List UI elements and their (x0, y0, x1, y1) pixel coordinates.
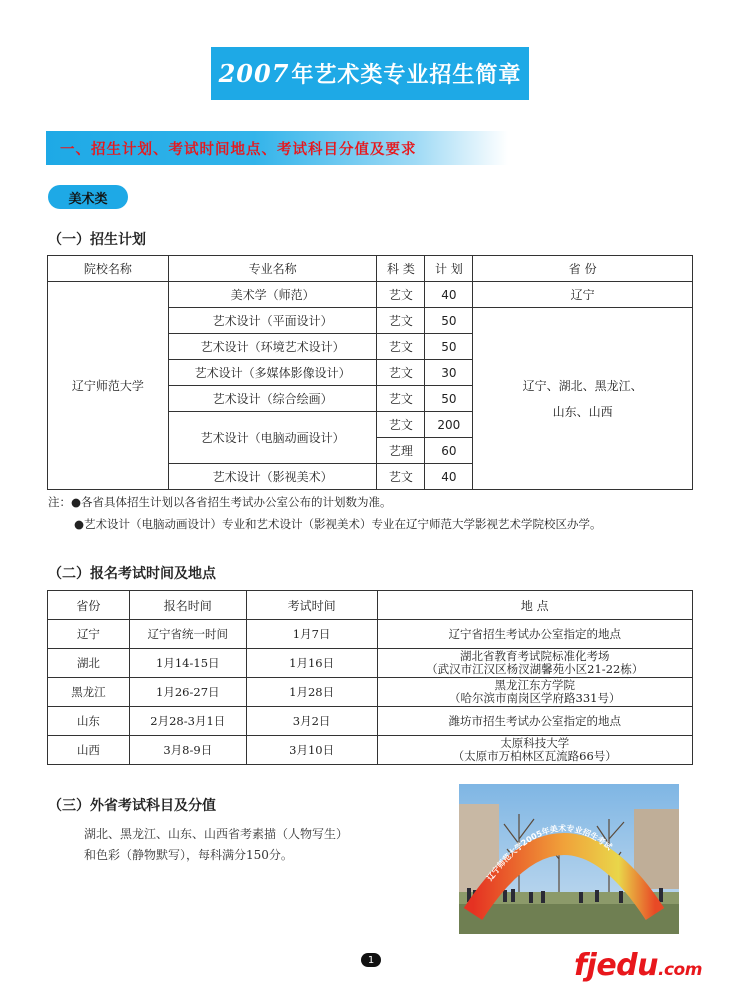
place-cell (377, 620, 693, 649)
arch-photo-illustration (459, 784, 679, 934)
province-cell: 山西 (48, 736, 130, 765)
subjects-heading: （三）外省考试科目及分值 (48, 798, 216, 814)
place-cell (377, 707, 693, 736)
type-cell: 艺文 (377, 360, 425, 386)
table-row (48, 282, 693, 308)
type-cell: 艺文 (377, 412, 425, 438)
header-province: 省份 (48, 591, 130, 620)
count-cell: 50 (425, 308, 473, 334)
place-line: 湖北省教育考试院标准化考场 (460, 649, 610, 663)
page-title-text: 年艺术类专业招生简章 (291, 62, 522, 88)
table-row (48, 678, 693, 707)
header-signup: 报名时间 (129, 591, 246, 620)
major-cell: 美术学（师范） (168, 282, 377, 308)
section-title-bar (46, 131, 508, 165)
subjects-line: 和色彩（静物默写），每科满分150分。 (84, 848, 293, 862)
header-count: 计 划 (425, 256, 473, 282)
school-name-cell: 辽宁师范大学 (48, 282, 169, 490)
type-cell: 艺文 (377, 334, 425, 360)
exam-time-cell: 1月7日 (246, 620, 377, 649)
site-logo[interactable] (574, 948, 702, 983)
place-line: 辽宁省招生考试办公室指定的地点 (448, 626, 621, 641)
province-line: 山东、山西 (552, 404, 613, 419)
type-cell: 艺文 (377, 308, 425, 334)
note-line: ●艺术设计（电脑动画设计）专业和艺术设计（影视美术）专业在辽宁师范大学影视艺术学院校区办学。 (74, 517, 602, 531)
note-text: ●各省具体招生计划以各省招生考试办公室公布的计划数为准。 (71, 495, 392, 509)
type-cell: 艺文 (377, 464, 425, 490)
province-cell: 辽宁 (48, 620, 130, 649)
plan-notes (48, 491, 602, 535)
major-cell: 艺术设计（多媒体影像设计） (168, 360, 377, 386)
place-line: （哈尔滨市南岗区学府路331号） (449, 691, 621, 705)
major-cell: 艺术设计（综合绘画） (168, 386, 377, 412)
place-cell (377, 678, 693, 707)
count-cell: 30 (425, 360, 473, 386)
signup-cell: 1月26-27日 (129, 678, 246, 707)
major-cell: 艺术设计（影视美术） (168, 464, 377, 490)
header-type: 科 类 (377, 256, 425, 282)
place-cell (377, 736, 693, 765)
table-row (48, 620, 693, 649)
major-cell: 艺术设计（电脑动画设计） (168, 412, 377, 464)
note-line (48, 491, 602, 513)
province-cell: 山东 (48, 707, 130, 736)
place-cell (377, 649, 693, 678)
table-row (48, 736, 693, 765)
category-pill-label: 美术类 (68, 191, 108, 207)
exam-schedule-table (47, 590, 693, 765)
table-row (48, 707, 693, 736)
header-exam-time: 考试时间 (246, 591, 377, 620)
count-cell: 40 (425, 282, 473, 308)
page-number: 1 (361, 953, 381, 967)
place-line: 黑龙江东方学院 (494, 678, 575, 692)
page-title (211, 47, 529, 100)
signup-cell: 2月28-3月1日 (129, 707, 246, 736)
exam-heading: （二）报名考试时间及地点 (48, 566, 216, 582)
section-title: 一、招生计划、考试时间地点、考试科目分值及要求 (60, 141, 417, 158)
place-line: 潍坊市招生考试办公室指定的地点 (448, 713, 621, 728)
table-header-row (48, 591, 693, 620)
arch-banner-text: 辽宁师范大学2005年美术专业招生考试 (485, 823, 614, 883)
subjects-line: 湖北、黑龙江、山东、山西省考素描（人物写生） (84, 827, 349, 841)
header-major: 专业名称 (168, 256, 377, 282)
place-line: （太原市万柏林区瓦流路66号） (452, 749, 617, 763)
count-cell: 50 (425, 334, 473, 360)
header-province: 省 份 (473, 256, 693, 282)
province-cell: 湖北 (48, 649, 130, 678)
place-line: 太原科技大学 (500, 736, 570, 750)
count-cell: 50 (425, 386, 473, 412)
signup-cell: 3月8-9日 (129, 736, 246, 765)
plan-heading: （一）招生计划 (48, 232, 146, 248)
page-title-year: 2007 (218, 59, 290, 88)
exam-time-cell: 3月2日 (246, 707, 377, 736)
place-line: （武汉市江汉区杨汊湖馨苑小区21-22栋） (426, 662, 644, 676)
province-cell: 黑龙江 (48, 678, 130, 707)
major-cell: 艺术设计（环境艺术设计） (168, 334, 377, 360)
count-cell: 40 (425, 464, 473, 490)
note-prefix: 注： (48, 495, 71, 509)
exam-time-cell: 3月10日 (246, 736, 377, 765)
header-place: 地 点 (377, 591, 693, 620)
exam-time-cell: 1月28日 (246, 678, 377, 707)
count-cell: 200 (425, 412, 473, 438)
type-cell: 艺理 (377, 438, 425, 464)
count-cell: 60 (425, 438, 473, 464)
category-pill (48, 185, 128, 209)
enrollment-plan-table (47, 255, 693, 490)
province-cell: 辽宁 (473, 282, 693, 308)
logo-suffix: .com (658, 960, 702, 980)
province-cell-merged (473, 308, 693, 490)
province-line: 辽宁、湖北、黑龙江、 (522, 378, 643, 393)
major-cell: 艺术设计（平面设计） (168, 308, 377, 334)
subjects-paragraph (84, 824, 404, 866)
type-cell: 艺文 (377, 282, 425, 308)
logo-main: fjedu (574, 948, 659, 983)
signup-cell: 1月14-15日 (129, 649, 246, 678)
table-row (48, 649, 693, 678)
exam-arch-photo (459, 784, 679, 934)
table-header-row (48, 256, 693, 282)
header-school: 院校名称 (48, 256, 169, 282)
exam-time-cell: 1月16日 (246, 649, 377, 678)
signup-cell: 辽宁省统一时间 (129, 620, 246, 649)
type-cell: 艺文 (377, 386, 425, 412)
